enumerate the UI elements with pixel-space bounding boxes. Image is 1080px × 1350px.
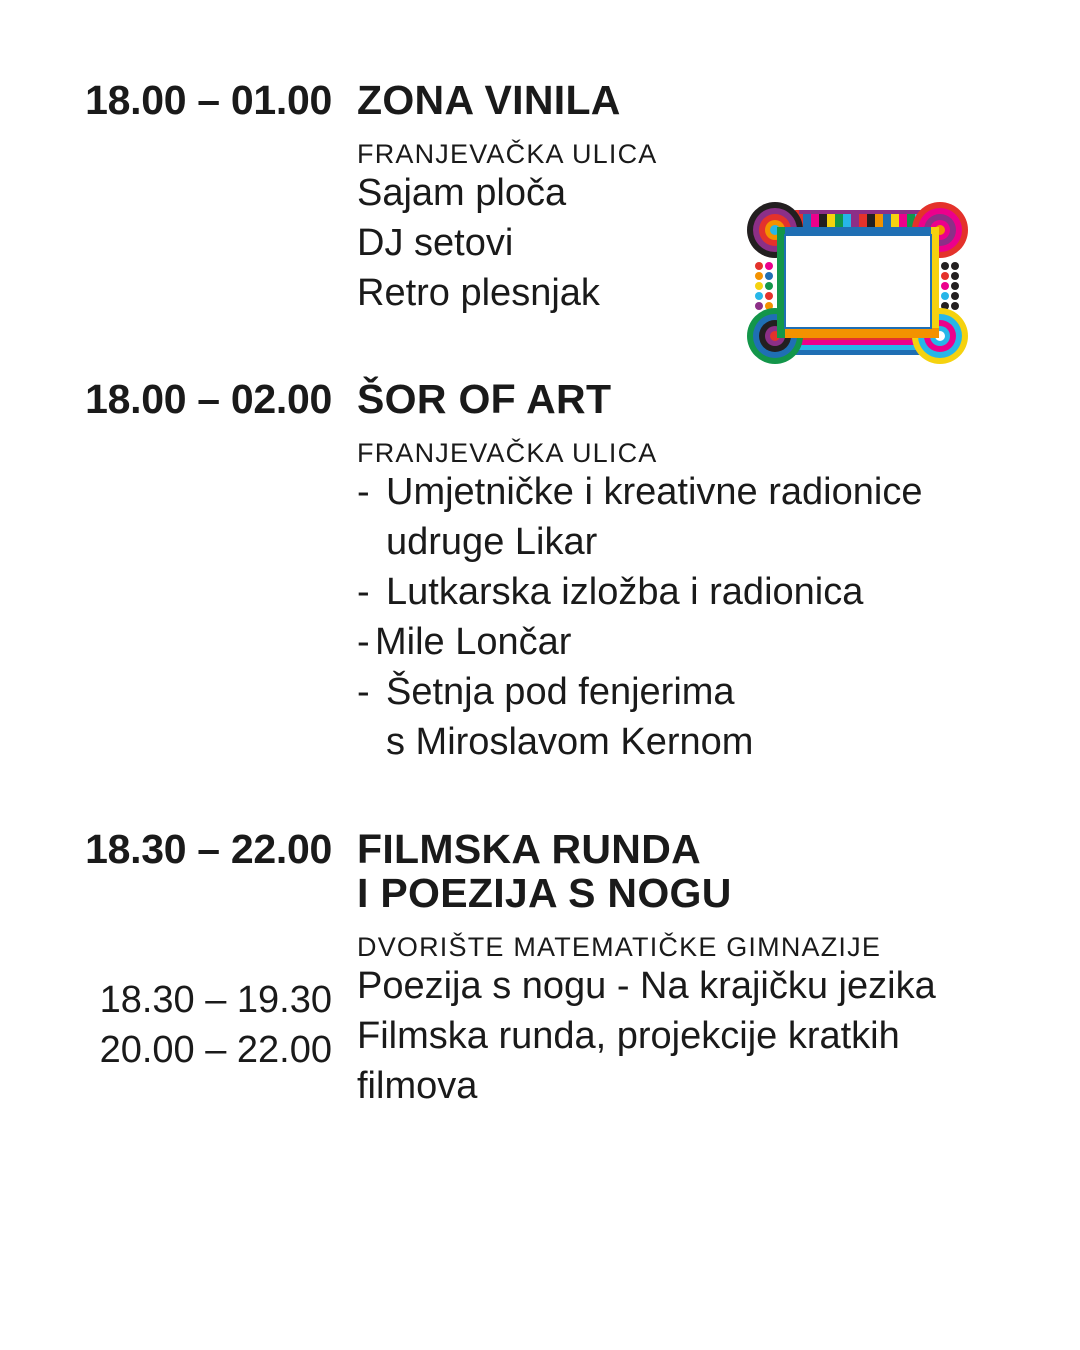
sub-event-text: Poezija s nogu - Na krajičku jezika (357, 965, 936, 1007)
inner-frame (777, 227, 939, 338)
event-block-sor-of-art (357, 377, 922, 767)
list-item (357, 467, 922, 517)
event-block-filmska-runda (357, 827, 936, 1111)
list-item-continuation (357, 517, 922, 567)
list-item-continuation (357, 717, 922, 767)
sub-event-text: filmova (357, 1065, 478, 1107)
event-title: I POEZIJA S NOGU (357, 870, 732, 916)
event-time: 18.30 – 22.00 (85, 826, 332, 872)
sub-event-text: Filmska runda, projekcije kratkih (357, 1015, 900, 1057)
event-venue: DVORIŠTE MATEMATIČKE GIMNAZIJE (357, 932, 882, 962)
event-time: 18.00 – 02.00 (85, 376, 332, 422)
event-title: ZONA VINILA (357, 77, 621, 123)
event-venue: FRANJEVAČKA ULICA (357, 438, 658, 468)
sub-event-time: 20.00 – 22.00 (99, 1029, 332, 1071)
bullet-dash: - (357, 621, 370, 663)
event-venue: FRANJEVAČKA ULICA (357, 139, 658, 169)
event-item: Retro plesnjak (357, 272, 600, 314)
colorful-picture-frame-icon (745, 200, 970, 366)
event-time: 18.00 – 01.00 (85, 77, 332, 123)
list-item (357, 617, 922, 667)
list-item-text: Umjetničke i kreativne radionice (386, 471, 923, 513)
event-item: Sajam ploča (357, 172, 567, 214)
event-block-zona-vinila (357, 78, 657, 318)
event-item: DJ setovi (357, 222, 514, 264)
bullet-dash: - (357, 671, 370, 713)
list-item-text: Lutkarska izložba i radionica (386, 571, 864, 613)
bullet-dash: - (357, 471, 370, 513)
right-dots (941, 262, 959, 310)
list-item-text: Šetnja pod fenjerima (386, 671, 735, 713)
left-dots (755, 262, 773, 310)
list-item (357, 567, 922, 617)
event-title: ŠOR OF ART (357, 376, 612, 422)
list-item-text: Mile Lončar (375, 621, 572, 663)
bullet-dash: - (357, 571, 370, 613)
list-item-text: udruge Likar (386, 521, 598, 563)
sub-event-time: 18.30 – 19.30 (99, 979, 332, 1021)
list-item-text: s Miroslavom Kernom (386, 721, 754, 763)
event-title: FILMSKA RUNDA (357, 826, 702, 872)
list-item (357, 667, 922, 717)
